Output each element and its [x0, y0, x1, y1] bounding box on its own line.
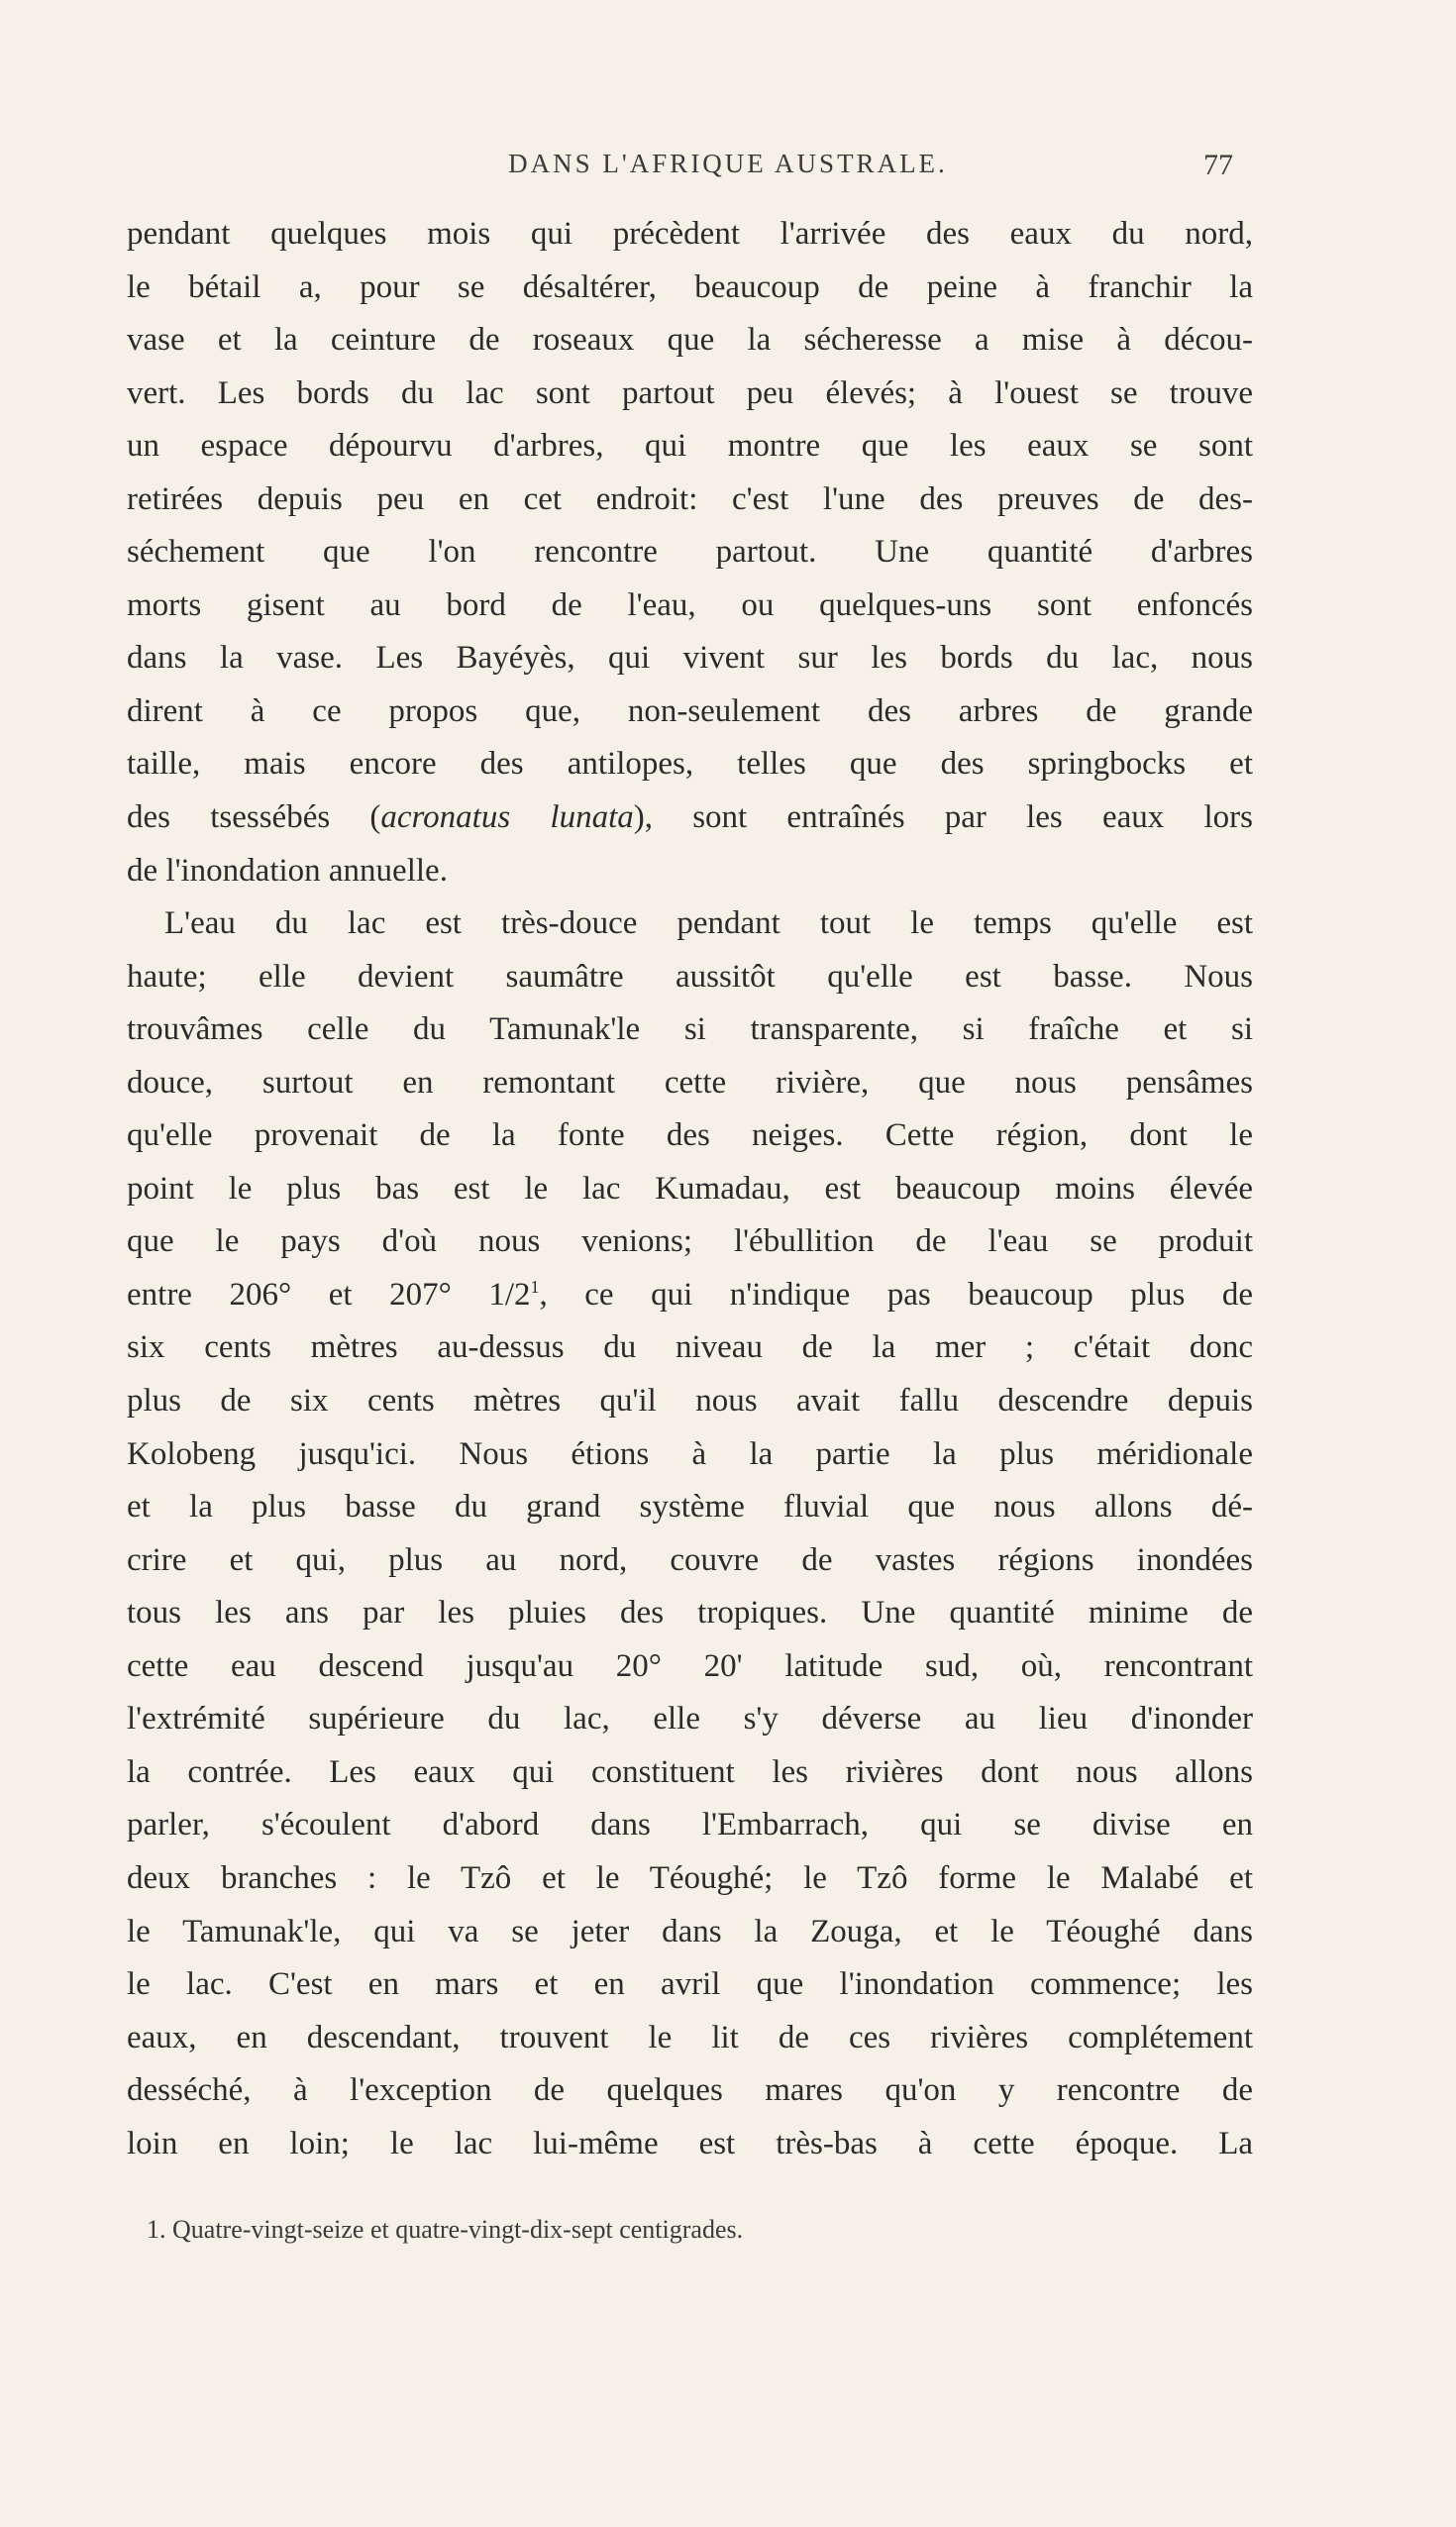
text-line: haute; elle devient saumâtre aussitôt qu'elle est basse. Nous: [127, 958, 1253, 995]
text-line: séchement que l'on rencontre partout. Une quantité d'arbres: [127, 534, 1253, 571]
text-line: trouvâmes celle du Tamunak'le si transparente, si fraîche et si: [127, 1011, 1253, 1048]
footnote-marker: 1: [530, 1276, 540, 1297]
running-title: DANS L'AFRIQUE AUSTRALE.: [508, 149, 948, 178]
text-line: eaux, en descendant, trouvent le lit de ces rivières complétement: [127, 2019, 1253, 2055]
text-segment: ), sont entraînés par les eaux lors: [633, 799, 1253, 836]
text-line: deux branches : le Tzô et le Téoughé; le Tzô forme le Malabé et: [127, 1859, 1253, 1896]
text-line: dans la vase. Les Bayéyès, qui vivent sur les bords du lac, nous: [127, 640, 1253, 677]
text-line: douce, surtout en remontant cette rivière, que nous pensâmes: [127, 1064, 1253, 1101]
text-line: [127, 791, 1253, 845]
page-number: 77: [1203, 149, 1233, 181]
paragraph-end-line: de l'inondation annuelle.: [127, 852, 448, 889]
text-line: le lac. C'est en mars et en avril que l'inondation commence; les: [127, 1966, 1253, 2003]
footnote: 1. Quatre-vingt-seize et quatre-vingt-dix-sept centigrades.: [147, 2215, 744, 2244]
italic-species-name: acronatus lunata: [380, 799, 634, 836]
text-line: six cents mètres au-dessus du niveau de la mer ; c'était donc: [127, 1329, 1253, 1366]
text-line: plus de six cents mètres qu'il nous avait fallu descendre depuis: [127, 1383, 1253, 1420]
text-line: cette eau descend jusqu'au 20° 20' latitude sud, où, rencontrant: [127, 1647, 1253, 1684]
text-line: vert. Les bords du lac sont partout peu élevés; à l'ouest se trouve: [127, 374, 1253, 411]
text-line: morts gisent au bord de l'eau, ou quelques-uns sont enfoncés: [127, 586, 1253, 623]
text-segment: , ce qui n'indique pas beaucoup plus de: [539, 1276, 1253, 1313]
text-line: qu'elle provenait de la fonte des neiges. Cette région, dont le: [127, 1117, 1253, 1154]
text-segment: entre 206° et 207° 1/2: [127, 1276, 531, 1313]
body-text: [127, 208, 1253, 2170]
text-line: le bétail a, pour se désaltérer, beaucoup de peine à franchir la: [127, 268, 1253, 305]
text-line: que le pays d'où nous venions; l'ébullition de l'eau se produit: [127, 1223, 1253, 1260]
text-line: retirées depuis peu en cet endroit: c'est l'une des preuves de des-: [127, 480, 1253, 517]
text-line: tous les ans par les pluies des tropiques. Une quantité minime de: [127, 1595, 1253, 1632]
running-header: [0, 149, 1456, 188]
text-line: loin en loin; le lac lui-même est très-bas à cette époque. La: [127, 2125, 1253, 2161]
text-line: [127, 1269, 1253, 1322]
text-line: vase et la ceinture de roseaux que la sécheresse a mise à décou-: [127, 322, 1253, 359]
paragraph-start-line: L'eau du lac est très-douce pendant tout le temps qu'elle est: [164, 905, 1253, 942]
text-line: dirent à ce propos que, non-seulement des arbres de grande: [127, 692, 1253, 729]
text-line: crire et qui, plus au nord, couvre de vastes régions inondées: [127, 1541, 1253, 1578]
text-line: desséché, à l'exception de quelques mares qu'on y rencontre de: [127, 2072, 1253, 2109]
text-line: Kolobeng jusqu'ici. Nous étions à la partie la plus méridionale: [127, 1435, 1253, 1472]
text-line: la contrée. Les eaux qui constituent les rivières dont nous allons: [127, 1753, 1253, 1790]
text-line: point le plus bas est le lac Kumadau, est beaucoup moins élevée: [127, 1170, 1253, 1207]
text-line: un espace dépourvu d'arbres, qui montre que les eaux se sont: [127, 428, 1253, 465]
text-line: le Tamunak'le, qui va se jeter dans la Zouga, et le Téoughé dans: [127, 1913, 1253, 1949]
text-line: l'extrémité supérieure du lac, elle s'y déverse au lieu d'inonder: [127, 1701, 1253, 1737]
text-line: et la plus basse du grand système fluvial que nous allons dé-: [127, 1489, 1253, 1526]
text-segment: des tsessébés (: [127, 799, 381, 836]
text-line: pendant quelques mois qui précèdent l'arrivée des eaux du nord,: [127, 216, 1253, 252]
text-line: parler, s'écoulent d'abord dans l'Embarrach, qui se divise en: [127, 1807, 1253, 1843]
text-line: taille, mais encore des antilopes, telles que des springbocks et: [127, 746, 1253, 783]
